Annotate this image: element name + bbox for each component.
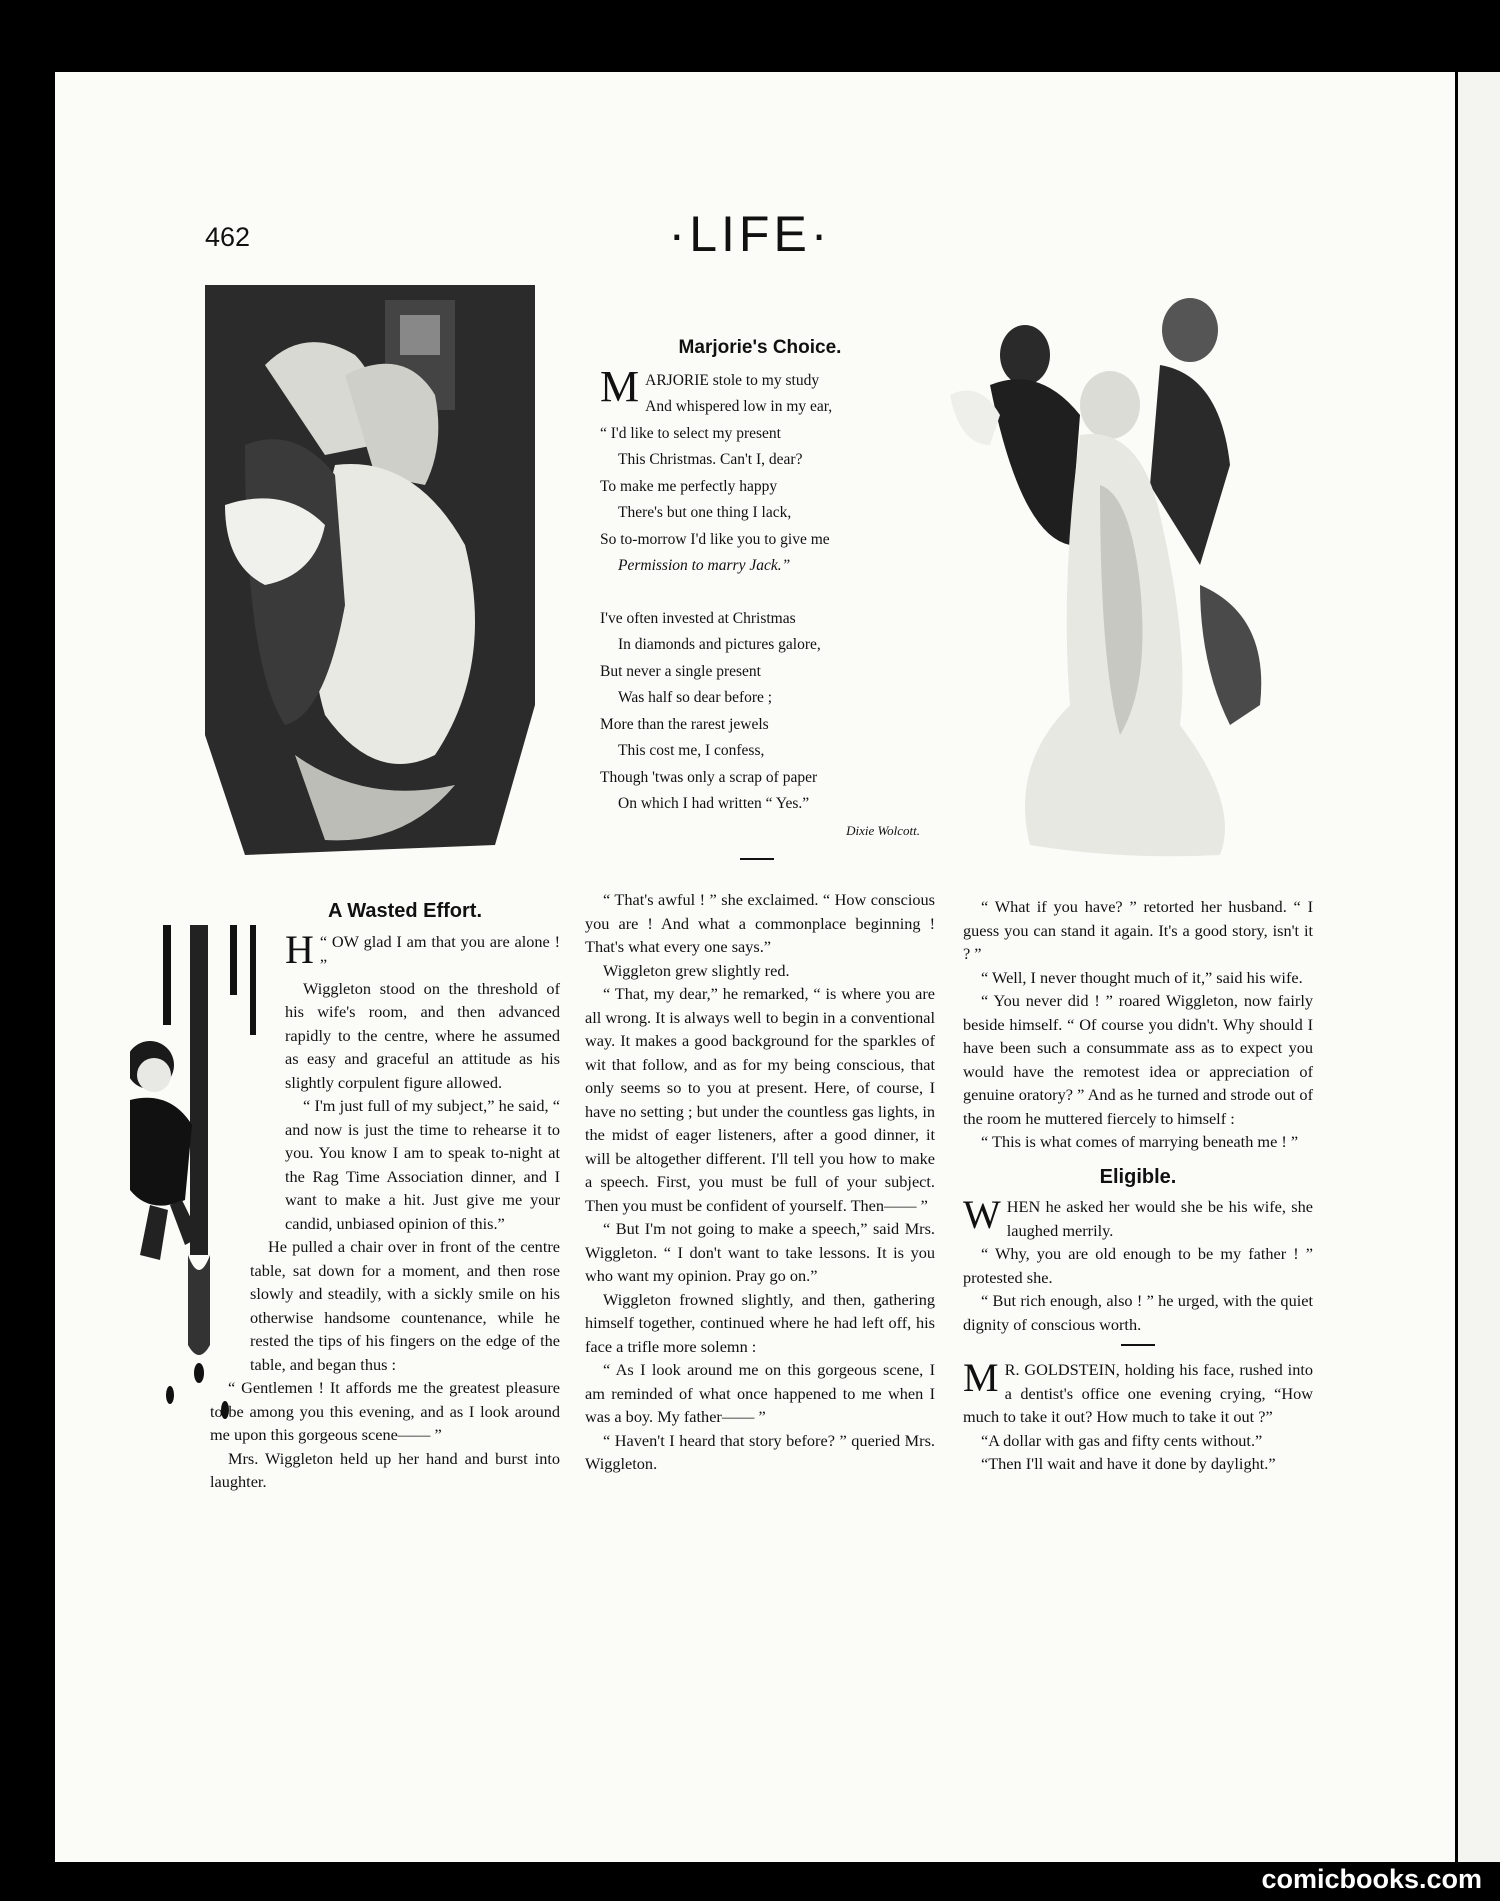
- poem-dropcap: M: [600, 361, 640, 411]
- paragraph: Wiggleton frowned slightly, and then, gathering himself together, continued where he had left off, his face a trifle more solemn :: [585, 1289, 935, 1356]
- poem-line: To make me perfectly happy: [600, 477, 778, 495]
- poem-line: “ I'd like to select my present: [600, 424, 781, 442]
- paragraph: “ But I'm not going to make a speech,” said Mrs. Wiggleton. “ I don't want to take lessons. It is you who want my opinion. Pray go on.”: [585, 1219, 935, 1285]
- dropcap: M: [963, 1355, 999, 1400]
- poem-marjories-choice: [600, 335, 920, 844]
- illustration-father-daughter: [205, 285, 535, 855]
- poem-line: On which I had written “ Yes.”: [618, 795, 810, 812]
- divider: [1121, 1344, 1155, 1346]
- poem-line: And whispered low in my ear,: [645, 398, 833, 415]
- poem-line: Though 'twas only a scrap of paper: [600, 768, 818, 786]
- paragraph: “ That's awful ! ” she exclaimed. “ How conscious you are ! And what a commonplace beginning ! That's what every one says.”: [585, 890, 935, 956]
- poem-line: In diamonds and pictures galore,: [618, 636, 821, 653]
- masthead: ·LIFE·: [668, 206, 832, 262]
- paragraph: R. GOLDSTEIN, holding his face, rushed into a dentist's office one evening crying, “How much to take it out? How much to take it out ?”: [963, 1360, 1313, 1426]
- page-number: 462: [205, 222, 251, 252]
- article-title: A Wasted Effort.: [327, 900, 483, 922]
- paragraph: “ Why, you are old enough to be my father ! ” protested she.: [963, 1244, 1313, 1287]
- paragraph: “ That, my dear,” he remarked, “ is where you are all wrong. It is always well to begin in a conventional way. It makes a good background for the sparkles of wit that follow, and as for my being conscious, that only seems so to you at present. Here, of course, I have no setting ; but under the countless gas lights, in the midst of eager listeners, after a good dinner, it will be altogether different. I'll tell you how to make a speech. First, you must be full of your subject. Then you must be confident of yourself. Then—— ”: [585, 984, 935, 1215]
- paragraph: “ Well, I never thought much of it,” said his wife.: [981, 967, 1303, 987]
- paragraph: Wiggleton grew slightly red.: [603, 960, 790, 980]
- article-wasted-effort-col1: [210, 900, 560, 1494]
- paragraph: “A dollar with gas and fifty cents without.”: [981, 1430, 1263, 1450]
- poem-line: More than the rarest jewels: [600, 715, 769, 733]
- article-wasted-effort-col2: [585, 888, 935, 1476]
- poem-line: This cost me, I confess,: [618, 742, 765, 759]
- stanza-break: [600, 580, 920, 606]
- poem-signature: Dixie Wolcott.: [846, 822, 920, 838]
- poem-line: So to-morrow I'd like you to give me: [600, 530, 830, 548]
- paragraph: “Then I'll wait and have it done by daylight.”: [981, 1454, 1276, 1473]
- poem-line: This Christmas. Can't I, dear?: [618, 451, 803, 468]
- paragraph: “ But rich enough, also ! ” he urged, with the quiet dignity of conscious worth.: [963, 1291, 1313, 1334]
- poem-line: I've often invested at Christmas: [600, 609, 796, 627]
- paragraph: “ Gentlemen ! It affords me the greatest pleasure to be among you this evening, and as I look around me upon this gorgeous scene—— ”: [210, 1378, 560, 1444]
- next-page-edge: [1455, 72, 1500, 1862]
- watermark: comicbooks.com: [1261, 1864, 1482, 1894]
- poem-line: ARJORIE stole to my study: [645, 371, 820, 389]
- paragraph: “ You never did ! ” roared Wiggleton, now fairly beside himself. “ Of course you didn't. Why should I have been such a consummate ass as to expect you would have the remotest idea or appreciation of genuine oratory? ” And as he turned and strode out of the room he muttered fiercely to himself :: [963, 991, 1313, 1128]
- dropcap: W: [963, 1192, 1001, 1237]
- paragraph: “ What if you have? ” retorted her husband. “ I guess you can stand it again. It's a good story, isn't it ? ”: [963, 897, 1313, 963]
- paragraph: “ OW glad I am that you are alone ! ”: [319, 931, 560, 974]
- paragraph: “ As I look around me on this gorgeous scene, I am reminded of what once happened to me when I was a boy. My father—— ”: [585, 1360, 935, 1426]
- poem-line: Was half so dear before ;: [618, 689, 773, 706]
- paragraph: “ This is what comes of marrying beneath me ! ”: [981, 1132, 1299, 1151]
- paragraph: Wiggleton stood on the threshold of his wife's room, and then advanced rapidly to the centre, where he assumed as easy and graceful an attitude as his slightly corpulent figure allowed.: [285, 978, 560, 1092]
- article-title-eligible: Eligible.: [1099, 1165, 1177, 1188]
- poem-title: Marjorie's Choice.: [678, 337, 842, 358]
- paragraph: Mrs. Wiggleton held up her hand and burst into laughter.: [210, 1448, 560, 1491]
- poem-line: Permission to marry Jack.”: [618, 557, 791, 574]
- divider: [740, 858, 774, 860]
- paragraph: HEN he asked her would she be his wife, she laughed merrily.: [1006, 1197, 1313, 1240]
- illustration-dancing-couple: [950, 285, 1270, 865]
- article-wasted-effort-col3: [963, 895, 1313, 1476]
- dropcap: H: [285, 926, 314, 972]
- paragraph: “ I'm just full of my subject,” he said, “ and now is just the time to rehearse it to you. You know I am to speak to-night at the Rag Time Association dinner, and I want to make a hit. Just give me your candid, unbiased opinion of this.”: [285, 1096, 560, 1233]
- poem-line: There's but one thing I lack,: [618, 504, 792, 521]
- paragraph: “ Haven't I heard that story before? ” queried Mrs. Wiggleton.: [585, 1430, 935, 1473]
- poem-line: But never a single present: [600, 662, 761, 680]
- paragraph: He pulled a chair over in front of the centre table, sat down for a moment, and then rose slowly and steadily, with a sickly smile on his otherwise handsome countenance, while he rested the tips of his fingers on the edge of the table, and began thus :: [250, 1237, 560, 1374]
